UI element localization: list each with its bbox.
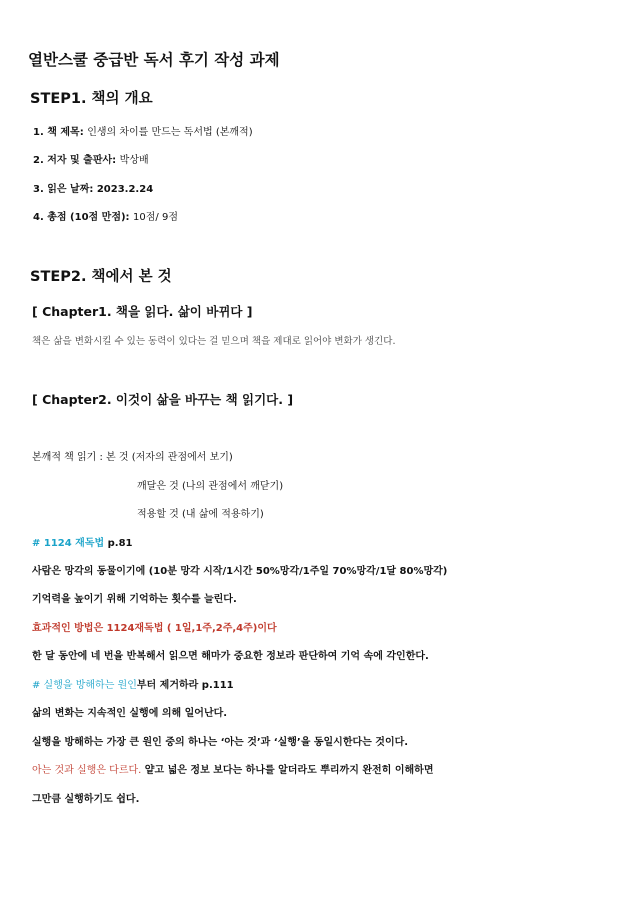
bonkkaejeok-line-3: 적용할 것 (내 삶에 적용하기) (137, 509, 264, 520)
section2-line-2: 실행을 방해하는 가장 큰 원인 중의 하나는 ‘아는 것’과 ‘실행’을 동일시한다는 것이다. (32, 737, 409, 748)
overview-label: 2. 저자 및 출판사: (33, 155, 120, 166)
overview-label: 3. 읽은 날짜: (33, 184, 97, 195)
section2-heading-tag: # 실행을 방해하는 원인 (32, 680, 137, 691)
step1-heading: STEP1. 책의 개요 (30, 91, 153, 107)
overview-value: 박상배 (119, 155, 149, 166)
bonkkaejeok-line-1: 본깨적 책 읽기 : 본 것 (저자의 관점에서 보기) (32, 452, 233, 463)
section2-line-3-highlight: 아는 것과 실행은 다르다. (32, 765, 142, 776)
overview-label: 1. 책 제목: (33, 127, 88, 138)
section1-heading-page: p.81 (104, 538, 133, 549)
section2-line-4: 그만큼 실행하기도 쉽다. (32, 794, 140, 805)
chapter1-summary: 책은 삶을 변화시킬 수 있는 동력이 있다는 걸 믿으며 책을 제대로 읽어야 변화가 생긴다. (32, 336, 396, 347)
document-title: 열반스쿨 중급반 독서 후기 작성 과제 (28, 51, 280, 69)
overview-value: 10점/ 9점 (133, 212, 179, 223)
overview-item-score (33, 208, 178, 223)
section2-heading (32, 676, 234, 691)
section1-line-3: 효과적인 방법은 1124재독법 ( 1일,1주,2주,4주)이다 (32, 623, 277, 634)
section1-heading (32, 534, 133, 549)
section1-line-4: 한 달 동안에 네 번을 반복해서 읽으면 해마가 중요한 정보라 판단하여 기억 속에 각인한다. (32, 651, 429, 662)
section1-line-1: 사람은 망각의 동물이기에 (10분 망각 시작/1시간 50%망각/1주일 70%망각/1달 80%망각) (32, 566, 448, 577)
section1-line-2: 기억력을 높이기 위해 기억하는 횟수를 늘린다. (32, 594, 237, 605)
section2-line-3 (32, 761, 433, 776)
section2-line-3-rest: 얕고 넓은 정보 보다는 하나를 알더라도 뿌리까지 완전히 이해하면 (141, 765, 434, 776)
section2-heading-rest: 부터 제거하라 p.111 (136, 680, 234, 691)
section2-line-1: 삶의 변화는 지속적인 실행에 의해 일어난다. (32, 708, 228, 719)
chapter1-heading: [ Chapter1. 책을 읽다. 삶이 바뀌다 ] (32, 304, 253, 319)
step2-heading: STEP2. 책에서 본 것 (30, 269, 172, 285)
overview-value: 인생의 차이를 만드는 독서법 (본깨적) (87, 127, 253, 138)
overview-item-date (33, 180, 153, 195)
chapter2-heading: [ Chapter2. 이것이 삶을 바꾸는 책 읽기다. ] (32, 392, 294, 407)
overview-label: 4. 총점 (10점 만점): (33, 212, 134, 223)
overview-item-book-title (33, 123, 253, 138)
overview-value: 2023.2.24 (96, 184, 154, 195)
bonkkaejeok-line-2: 깨달은 것 (나의 관점에서 깨닫기) (137, 481, 284, 492)
section1-heading-tag: # 1124 재독법 (32, 538, 105, 549)
overview-item-author (33, 151, 149, 166)
